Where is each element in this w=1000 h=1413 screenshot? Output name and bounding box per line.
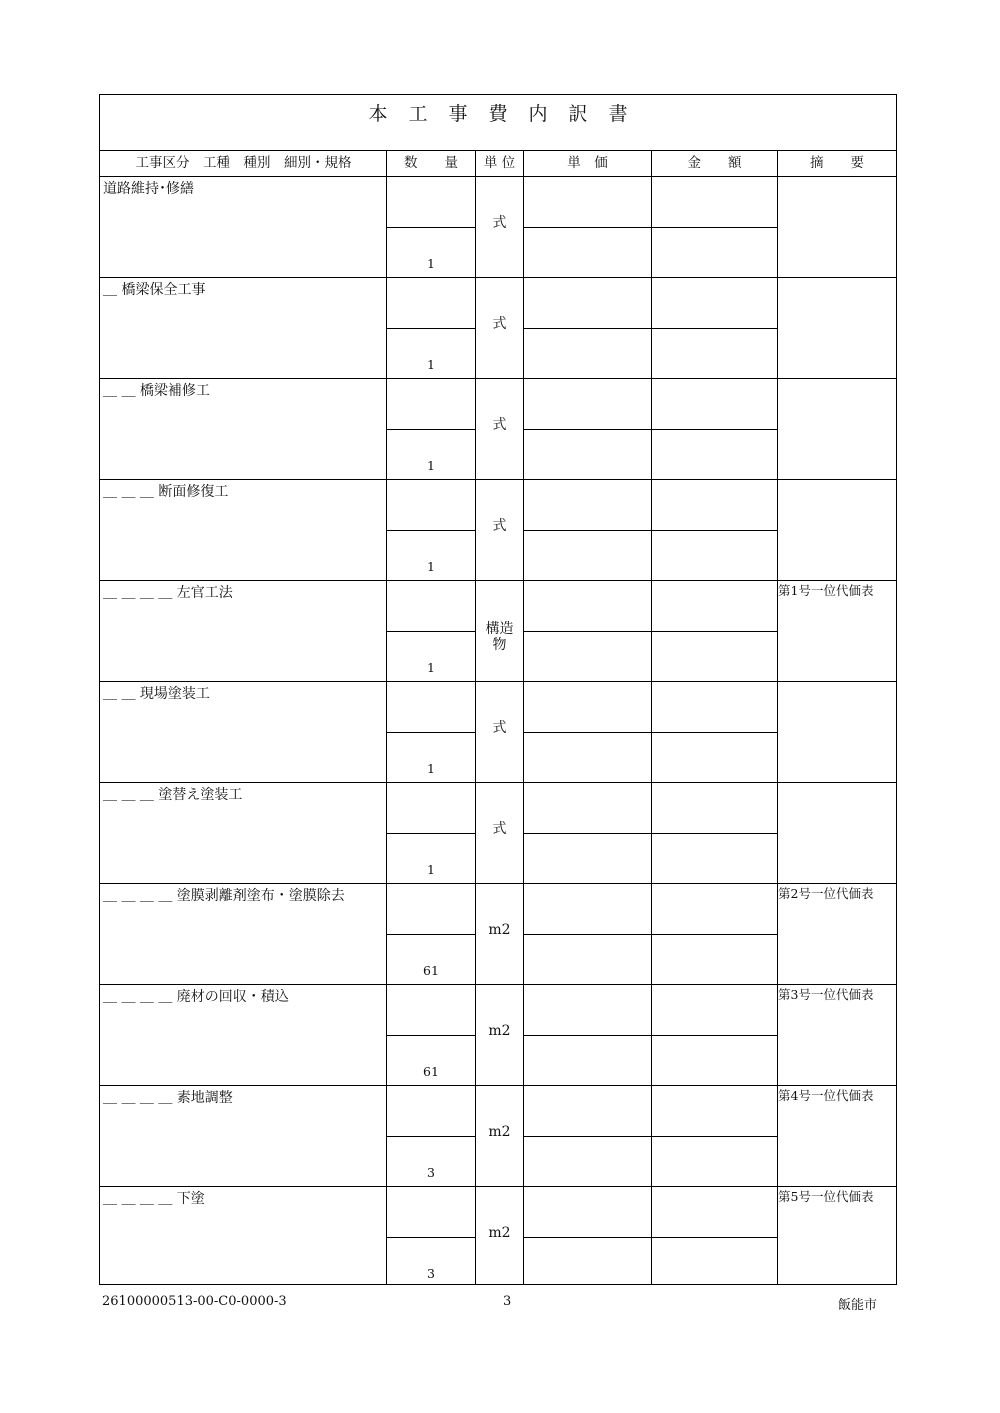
unit: m2: [488, 1023, 511, 1039]
item-name: ＿ 橋梁保全工事: [103, 282, 206, 298]
item-name: ＿ ＿ 現場塗装工: [103, 686, 210, 702]
cell-split: [387, 530, 475, 531]
cell-split: [524, 732, 777, 733]
table-row: [100, 581, 896, 682]
quantity: 1: [427, 458, 435, 473]
cell-split: [524, 530, 777, 531]
table-row: [100, 884, 896, 985]
unit: m2: [488, 1124, 511, 1140]
estimate-sheet: [99, 94, 897, 1285]
item-name: ＿ ＿ ＿ ＿ 下塗: [103, 1191, 205, 1207]
cell-split: [387, 1035, 475, 1036]
quantity: 1: [427, 559, 435, 574]
header-item: 工事区分 工種 種別 細別・規格: [135, 155, 352, 171]
cell-split: [387, 833, 475, 834]
cell-split: [524, 227, 777, 228]
table-row: [100, 783, 896, 884]
remarks: 第1号一位代価表: [778, 583, 874, 598]
cell-split: [387, 631, 475, 632]
cell-split: [387, 1136, 475, 1137]
cell-split: [387, 227, 475, 228]
table-row: [100, 480, 896, 581]
quantity: 3: [427, 1165, 435, 1180]
table-row: [100, 1086, 896, 1187]
remarks: 第4号一位代価表: [778, 1088, 874, 1103]
quantity: 1: [427, 660, 435, 675]
cell-split: [524, 631, 777, 632]
page-title: 本工事費内訳書: [368, 103, 649, 125]
unit: 式: [492, 215, 507, 231]
unit: 構造 物: [485, 621, 514, 653]
item-name: ＿ ＿ ＿ 塗替え塗装工: [103, 787, 243, 803]
table-row: [100, 379, 896, 480]
cell-split: [524, 1237, 777, 1238]
table-row: [100, 985, 896, 1086]
table-row: [100, 177, 896, 278]
remarks: 第3号一位代価表: [778, 987, 874, 1002]
cell-split: [524, 429, 777, 430]
item-name: ＿ ＿ 橋梁補修工: [103, 383, 210, 399]
quantity: 1: [427, 862, 435, 877]
item-name: ＿ ＿ ＿ ＿ 塗膜剥離剤塗布・塗膜除去: [103, 888, 345, 904]
item-name: ＿ ＿ ＿ ＿ 廃材の回収・積込: [103, 989, 289, 1005]
quantity: 61: [423, 1064, 439, 1079]
cell-split: [524, 1035, 777, 1036]
cell-split: [524, 1136, 777, 1137]
cell-split: [524, 934, 777, 935]
cell-split: [524, 833, 777, 834]
quantity: 1: [427, 761, 435, 776]
quantity: 1: [427, 256, 435, 271]
cell-split: [524, 328, 777, 329]
quantity: 3: [427, 1266, 435, 1281]
item-name: ＿ ＿ ＿ 断面修復工: [103, 484, 229, 500]
cell-split: [387, 1237, 475, 1238]
header-remarks: 摘 要: [810, 155, 864, 171]
header-amount: 金 額: [687, 155, 742, 171]
city-name: 飯能市: [838, 1298, 878, 1313]
quantity: 1: [427, 357, 435, 372]
item-name: ＿ ＿ ＿ ＿ 左官工法: [103, 585, 233, 601]
remarks: 第2号一位代価表: [778, 886, 874, 901]
unit: 式: [492, 720, 507, 736]
unit: 式: [492, 417, 507, 433]
cell-split: [387, 934, 475, 935]
title-box: [100, 95, 896, 151]
item-name: 道路維持･修繕: [103, 181, 194, 197]
table-row: [100, 278, 896, 379]
header-qty: 数 量: [404, 155, 458, 171]
remarks: 第5号一位代価表: [778, 1189, 874, 1204]
unit: 式: [492, 821, 507, 837]
unit: m2: [488, 922, 511, 938]
page-number: 3: [503, 1294, 512, 1309]
cell-split: [387, 732, 475, 733]
table-row: [100, 682, 896, 783]
quantity: 61: [423, 963, 439, 978]
unit: 式: [492, 518, 507, 534]
header-price: 単 価: [567, 155, 608, 171]
unit: 式: [492, 316, 507, 332]
cell-split: [387, 429, 475, 430]
header-unit: 単 位: [483, 155, 516, 171]
document-code: 26100000513-00-C0-0000-3: [102, 1294, 287, 1309]
table-row: [100, 1187, 896, 1288]
item-name: ＿ ＿ ＿ ＿ 素地調整: [103, 1090, 233, 1106]
cell-split: [387, 328, 475, 329]
unit: m2: [488, 1225, 511, 1241]
